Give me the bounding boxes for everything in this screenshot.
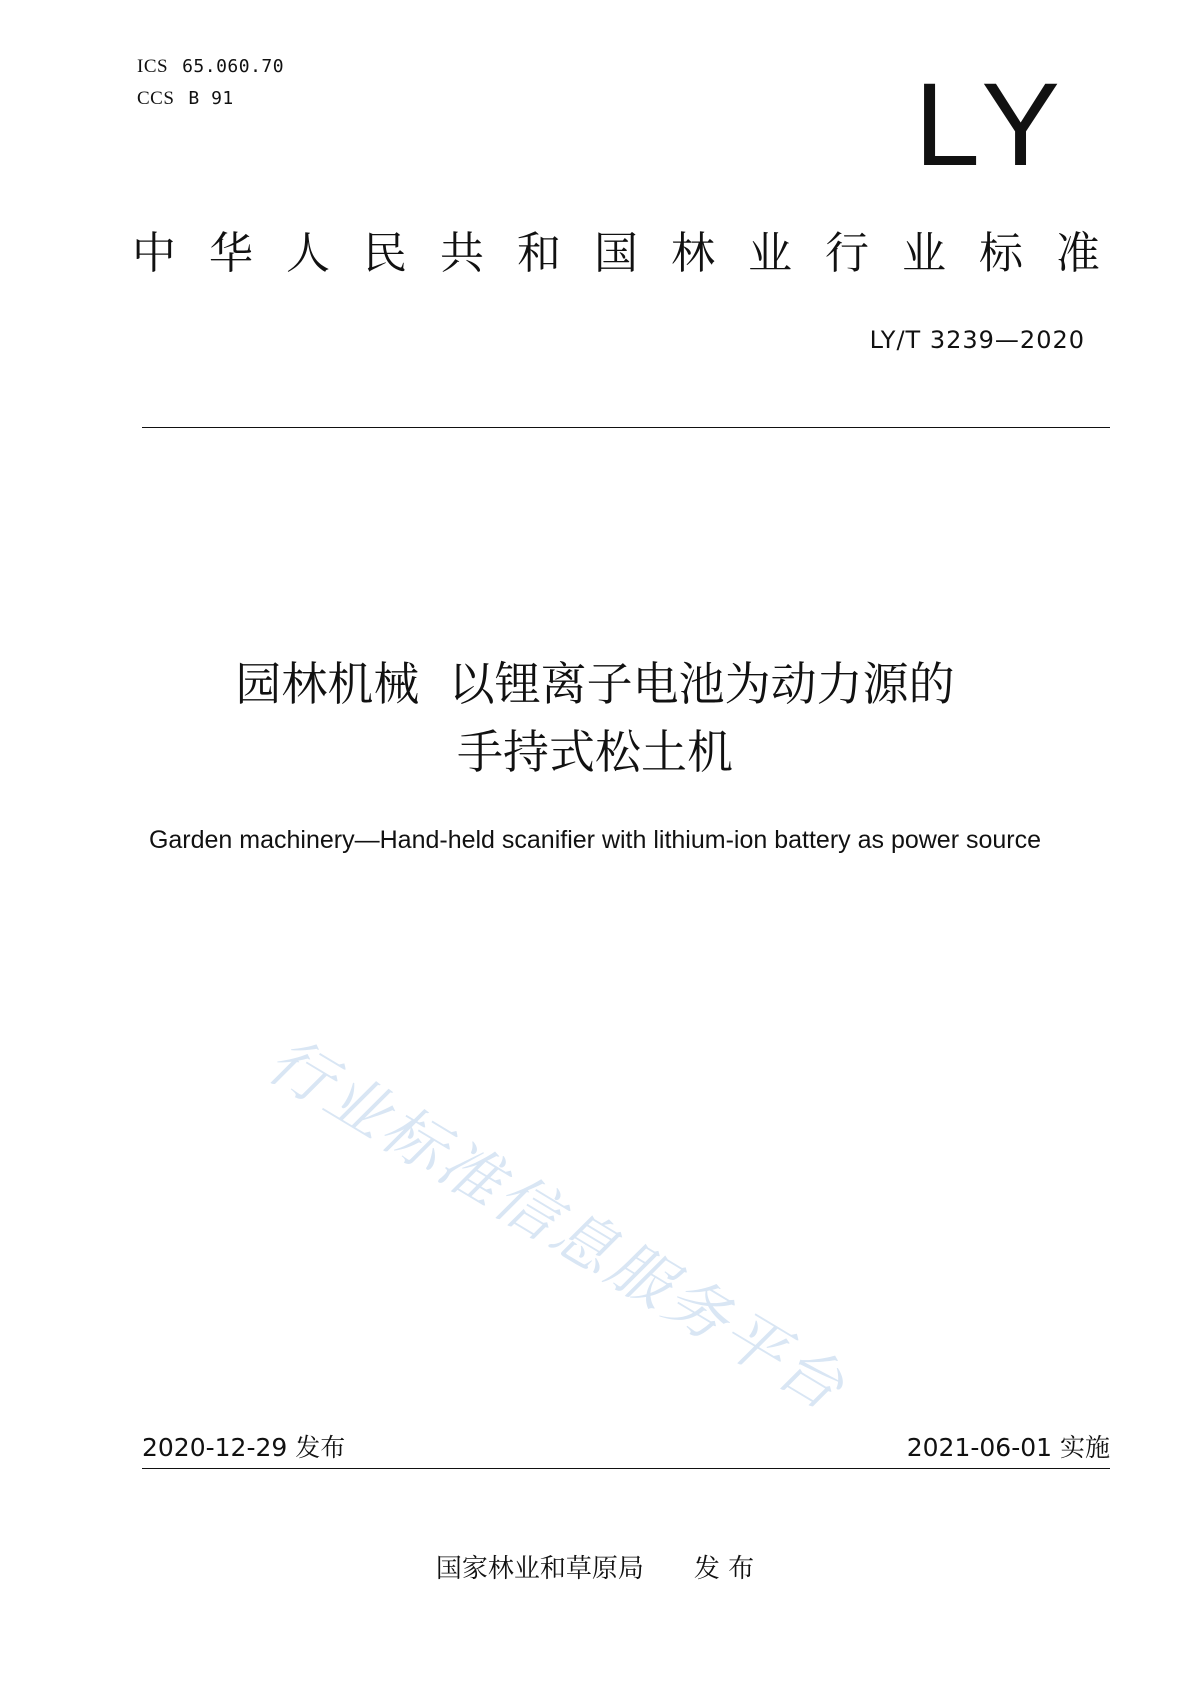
- title-char: 民: [363, 228, 407, 279]
- title-char: 标: [979, 228, 1023, 279]
- title-char: 和: [517, 228, 561, 279]
- title-char: 中: [132, 228, 176, 279]
- title-char: 林: [671, 228, 715, 279]
- standard-category-title: [132, 228, 1100, 281]
- title-char: 华: [209, 228, 253, 279]
- publisher: [0, 1548, 1190, 1585]
- ly-logo: LY: [914, 59, 1070, 191]
- ccs-code: [137, 88, 234, 110]
- ics-value: 65.060.70: [182, 56, 285, 77]
- title-char: 共: [440, 228, 484, 279]
- implementation-date: 2021-06-01 实施: [906, 1433, 1110, 1462]
- publisher-action: 发 布: [693, 1554, 755, 1584]
- issue-date: 2020-12-29 发布: [142, 1433, 346, 1462]
- bottom-divider: [142, 1468, 1110, 1469]
- watermark: 行业标准信息服务平台: [255, 1023, 860, 1426]
- title-char: 业: [902, 228, 946, 279]
- ccs-label: CCS: [137, 88, 175, 109]
- document-title: [0, 650, 1190, 786]
- title-line-1: 园林机械 以锂离子电池为动力源的: [235, 657, 955, 711]
- title-char: 准: [1056, 228, 1100, 279]
- top-divider: [142, 427, 1110, 428]
- publisher-name: 国家林业和草原局: [435, 1554, 644, 1584]
- standard-number: LY/T 3239—2020: [869, 326, 1085, 354]
- ics-label: ICS: [137, 56, 169, 77]
- title-char: 国: [594, 228, 638, 279]
- ics-code: [137, 56, 284, 78]
- title-char: 人: [286, 228, 330, 279]
- title-line-2: 手持式松土机: [457, 725, 733, 779]
- title-char: 行: [825, 228, 869, 279]
- ccs-value: B 91: [188, 88, 234, 109]
- title-char: 业: [748, 228, 792, 279]
- english-title: Garden machinery—Hand-held scanifier with lithium-ion battery as power source: [148, 826, 1042, 854]
